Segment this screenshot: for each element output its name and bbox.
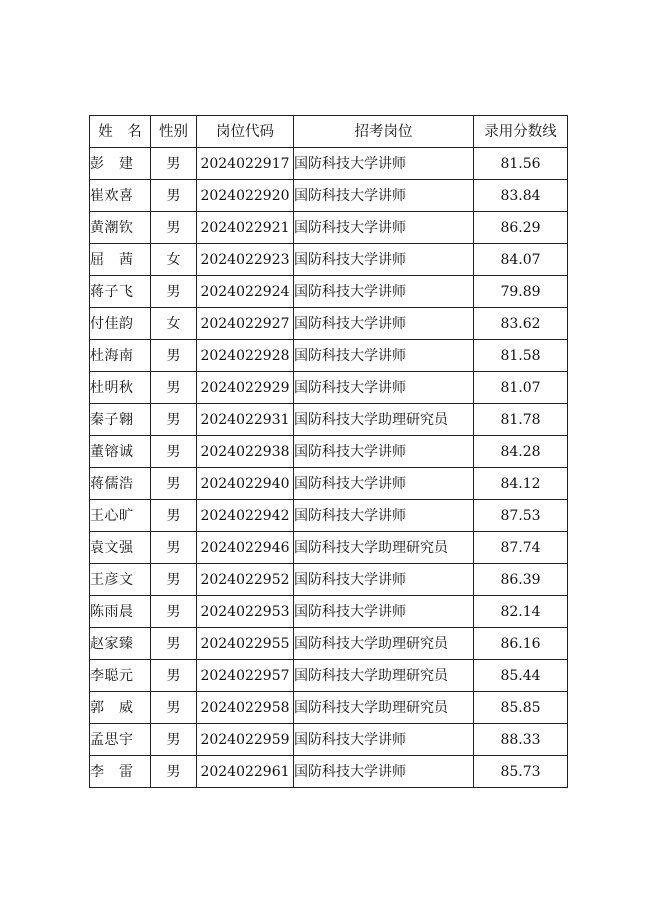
position-cell: 国防科技大学讲师 [294, 756, 474, 788]
position-code-cell: 2024022942 [197, 500, 294, 532]
score-cell: 84.12 [474, 468, 568, 500]
name-cell: 赵家臻 [90, 628, 151, 660]
admission-table [89, 115, 568, 788]
gender-cell: 男 [151, 756, 197, 788]
gender-cell: 女 [151, 308, 197, 340]
table-row [90, 468, 568, 500]
score-cell: 86.16 [474, 628, 568, 660]
name-cell: 屈 茜 [90, 244, 151, 276]
name-cell: 王心旷 [90, 500, 151, 532]
score-cell: 84.07 [474, 244, 568, 276]
name-cell: 董镕诚 [90, 436, 151, 468]
gender-cell: 男 [151, 212, 197, 244]
score-cell: 81.78 [474, 404, 568, 436]
name-cell: 郭 威 [90, 692, 151, 724]
name-cell: 秦子翱 [90, 404, 151, 436]
position-code-cell: 2024022955 [197, 628, 294, 660]
name-cell: 蒋子飞 [90, 276, 151, 308]
gender-cell: 男 [151, 660, 197, 692]
name-cell: 陈雨晨 [90, 596, 151, 628]
position-code-cell: 2024022958 [197, 692, 294, 724]
position-cell: 国防科技大学讲师 [294, 564, 474, 596]
score-cell: 81.58 [474, 340, 568, 372]
table-row [90, 308, 568, 340]
name-cell: 王彦文 [90, 564, 151, 596]
position-code-cell: 2024022952 [197, 564, 294, 596]
table-row [90, 340, 568, 372]
name-cell: 杜明秋 [90, 372, 151, 404]
table-row [90, 628, 568, 660]
name-cell: 李 雷 [90, 756, 151, 788]
position-code-cell: 2024022946 [197, 532, 294, 564]
position-code-cell: 2024022953 [197, 596, 294, 628]
position-code-cell: 2024022924 [197, 276, 294, 308]
gender-cell: 男 [151, 564, 197, 596]
position-code-cell: 2024022927 [197, 308, 294, 340]
position-cell: 国防科技大学讲师 [294, 436, 474, 468]
position-cell: 国防科技大学讲师 [294, 244, 474, 276]
score-cell: 85.85 [474, 692, 568, 724]
position-code-cell: 2024022921 [197, 212, 294, 244]
name-cell: 杜海南 [90, 340, 151, 372]
score-cell: 88.33 [474, 724, 568, 756]
position-code-cell: 2024022928 [197, 340, 294, 372]
score-cell: 83.84 [474, 180, 568, 212]
gender-cell: 男 [151, 180, 197, 212]
position-cell: 国防科技大学讲师 [294, 276, 474, 308]
header-position: 招考岗位 [294, 116, 474, 148]
name-cell: 崔欢喜 [90, 180, 151, 212]
gender-cell: 男 [151, 340, 197, 372]
header-position-code: 岗位代码 [197, 116, 294, 148]
position-code-cell: 2024022931 [197, 404, 294, 436]
score-cell: 82.14 [474, 596, 568, 628]
table-row [90, 276, 568, 308]
gender-cell: 男 [151, 468, 197, 500]
position-code-cell: 2024022923 [197, 244, 294, 276]
table-row [90, 244, 568, 276]
gender-cell: 男 [151, 500, 197, 532]
table-row [90, 692, 568, 724]
gender-cell: 男 [151, 724, 197, 756]
table-body [90, 148, 568, 788]
gender-cell: 男 [151, 692, 197, 724]
header-gender: 性别 [151, 116, 197, 148]
position-cell: 国防科技大学讲师 [294, 500, 474, 532]
table-row [90, 500, 568, 532]
gender-cell: 男 [151, 596, 197, 628]
position-code-cell: 2024022961 [197, 756, 294, 788]
table-row [90, 180, 568, 212]
table-row [90, 756, 568, 788]
name-cell: 袁文强 [90, 532, 151, 564]
name-cell: 李聪元 [90, 660, 151, 692]
table-row [90, 404, 568, 436]
table-row [90, 372, 568, 404]
table-row [90, 724, 568, 756]
name-cell: 黄潮钦 [90, 212, 151, 244]
position-code-cell: 2024022940 [197, 468, 294, 500]
gender-cell: 女 [151, 244, 197, 276]
position-code-cell: 2024022920 [197, 180, 294, 212]
header-score: 录用分数线 [474, 116, 568, 148]
gender-cell: 男 [151, 532, 197, 564]
score-cell: 86.39 [474, 564, 568, 596]
position-cell: 国防科技大学助理研究员 [294, 692, 474, 724]
name-cell: 蒋儒浩 [90, 468, 151, 500]
position-cell: 国防科技大学讲师 [294, 148, 474, 180]
score-cell: 81.56 [474, 148, 568, 180]
table-row [90, 660, 568, 692]
table-header [90, 116, 568, 148]
table-row [90, 532, 568, 564]
score-cell: 85.44 [474, 660, 568, 692]
position-cell: 国防科技大学助理研究员 [294, 628, 474, 660]
position-code-cell: 2024022938 [197, 436, 294, 468]
position-code-cell: 2024022959 [197, 724, 294, 756]
position-code-cell: 2024022957 [197, 660, 294, 692]
gender-cell: 男 [151, 404, 197, 436]
position-code-cell: 2024022929 [197, 372, 294, 404]
score-cell: 84.28 [474, 436, 568, 468]
table-row [90, 596, 568, 628]
position-cell: 国防科技大学讲师 [294, 308, 474, 340]
score-cell: 83.62 [474, 308, 568, 340]
position-cell: 国防科技大学讲师 [294, 212, 474, 244]
score-cell: 86.29 [474, 212, 568, 244]
position-cell: 国防科技大学讲师 [294, 596, 474, 628]
table-row [90, 564, 568, 596]
position-cell: 国防科技大学助理研究员 [294, 404, 474, 436]
name-cell: 孟思宇 [90, 724, 151, 756]
score-cell: 79.89 [474, 276, 568, 308]
position-cell: 国防科技大学讲师 [294, 180, 474, 212]
table-row [90, 148, 568, 180]
table-row [90, 436, 568, 468]
name-cell: 付佳韵 [90, 308, 151, 340]
header-row [90, 116, 568, 148]
position-code-cell: 2024022917 [197, 148, 294, 180]
position-cell: 国防科技大学讲师 [294, 372, 474, 404]
header-name: 姓 名 [90, 116, 151, 148]
position-cell: 国防科技大学助理研究员 [294, 532, 474, 564]
gender-cell: 男 [151, 148, 197, 180]
position-cell: 国防科技大学讲师 [294, 468, 474, 500]
name-cell: 彭 建 [90, 148, 151, 180]
score-cell: 87.53 [474, 500, 568, 532]
position-cell: 国防科技大学助理研究员 [294, 660, 474, 692]
gender-cell: 男 [151, 436, 197, 468]
gender-cell: 男 [151, 276, 197, 308]
score-cell: 87.74 [474, 532, 568, 564]
score-cell: 81.07 [474, 372, 568, 404]
gender-cell: 男 [151, 628, 197, 660]
position-cell: 国防科技大学讲师 [294, 340, 474, 372]
table-row [90, 212, 568, 244]
gender-cell: 男 [151, 372, 197, 404]
position-cell: 国防科技大学讲师 [294, 724, 474, 756]
score-cell: 85.73 [474, 756, 568, 788]
